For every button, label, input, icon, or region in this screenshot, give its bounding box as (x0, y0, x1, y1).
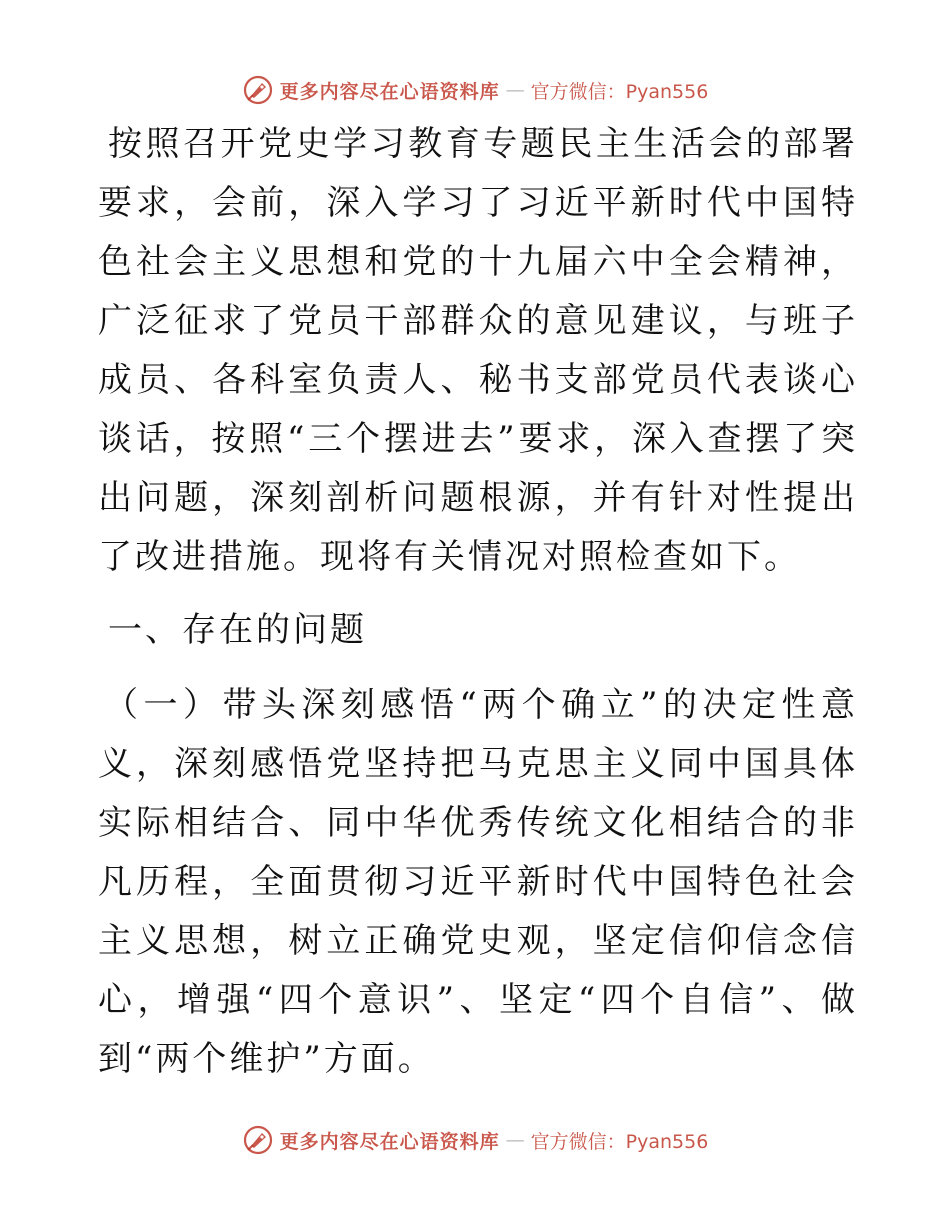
subsection-paragraph: （一）带头深刻感悟“两个确立”的决定性意义，深刻感悟党坚持把马克思主义同中国具体实际相结合、同中华优秀传统文化相结合的非凡历程，全面贯彻习近平新时代中国特色社会主义思想，树立正确党史观，坚定信仰信念信心，增强“四个意识”、坚定“四个自信”、做到“两个维护”方面。 (98, 685, 858, 1079)
watermark-contact-text: 官方微信：Pyan556 (530, 80, 709, 103)
watermark-brand-text: 更多内容尽在心语资料库 (279, 80, 500, 103)
watermark-separator: — (505, 1129, 525, 1151)
header-watermark (0, 70, 950, 110)
document-body (98, 115, 858, 1089)
pen-nib-logo-icon (242, 74, 274, 106)
watermark-contact-text: 官方微信：Pyan556 (530, 1130, 709, 1153)
watermark-separator: — (505, 79, 525, 101)
watermark-brand-text: 更多内容尽在心语资料库 (279, 1130, 500, 1153)
pen-nib-logo-icon (242, 1124, 274, 1156)
section-heading: 一、存在的问题 (108, 610, 367, 650)
footer-watermark (0, 1120, 950, 1160)
intro-paragraph: 按照召开党史学习教育专题民主生活会的部署要求，会前，深入学习了习近平新时代中国特色社会主义思想和党的十九届六中全会精神，广泛征求了党员干部群众的意见建议，与班子成员、各科室负责人、秘书支部党员代表谈心谈话，按照“三个摆进去”要求，深入查摆了突出问题，深刻剖析问题根源，并有针对性提出了改进措施。现将有关情况对照检查如下。 (98, 124, 858, 577)
